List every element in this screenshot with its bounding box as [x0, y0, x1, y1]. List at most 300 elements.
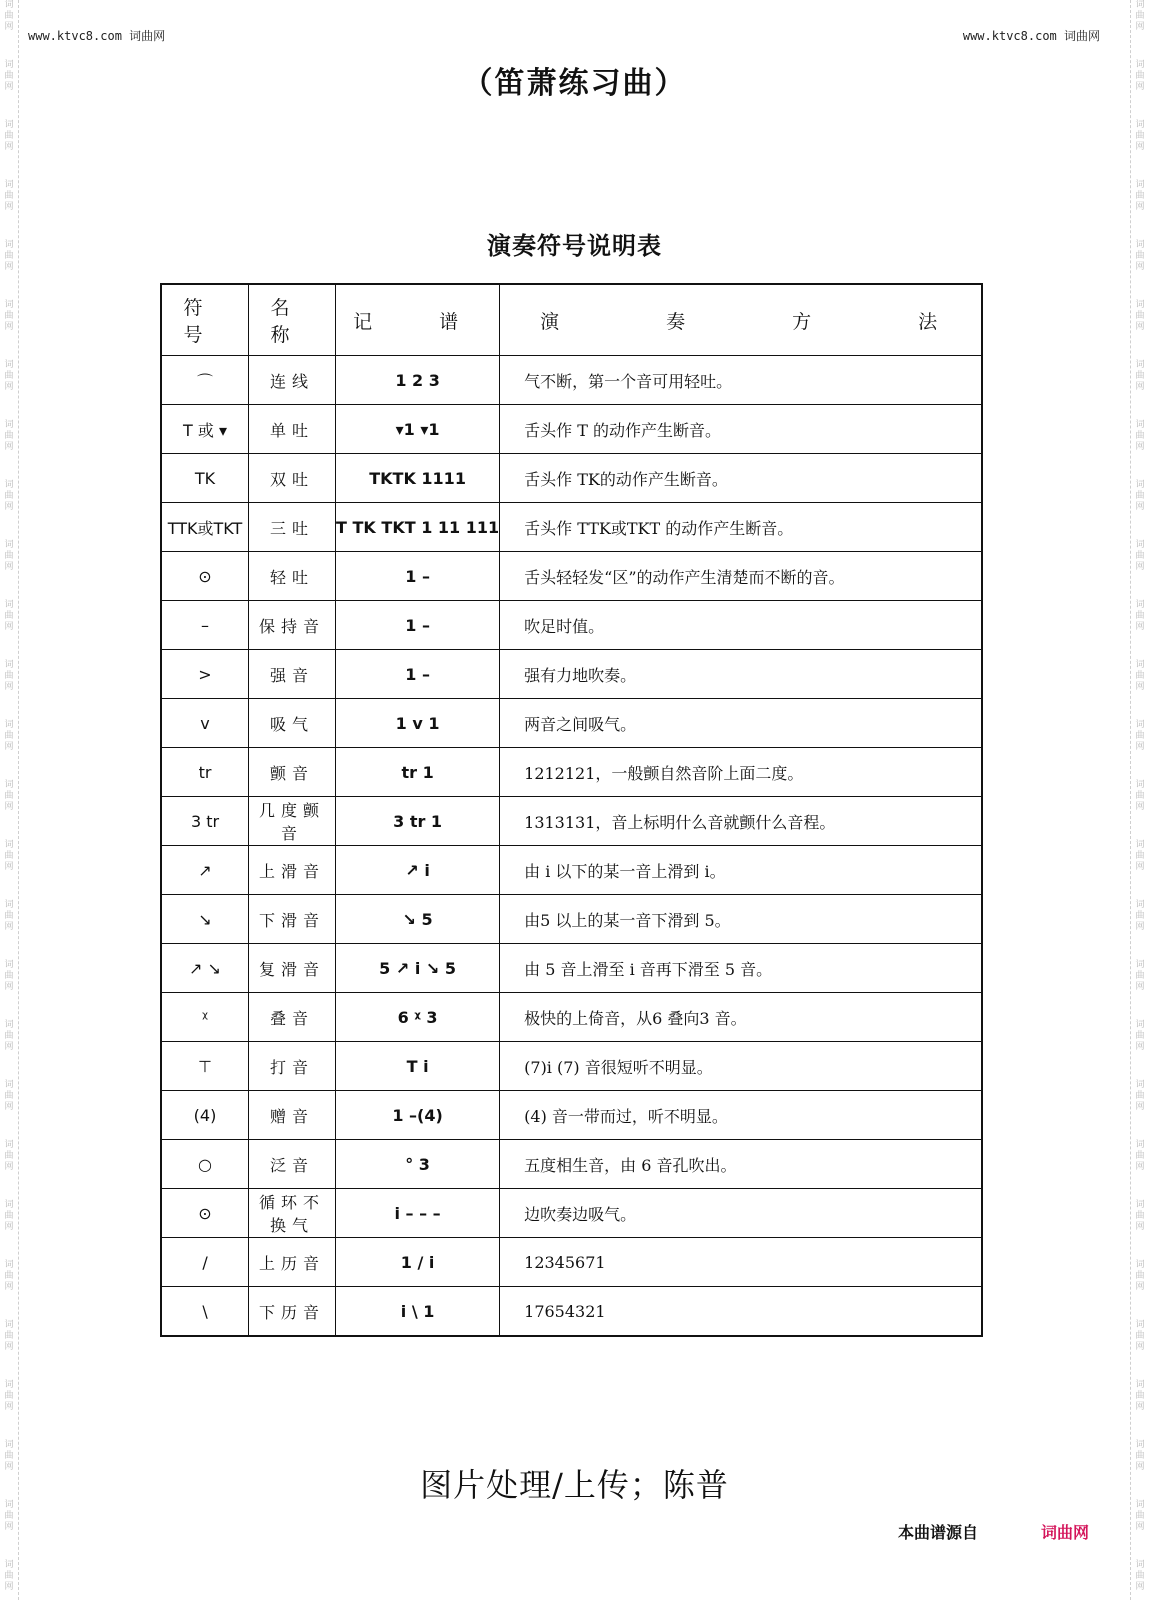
symbol-cell: > [161, 650, 249, 699]
watermark-char: 曲 [4, 671, 14, 681]
notation-cell: ↗ i [336, 846, 500, 895]
watermark-glyph-group [0, 1260, 18, 1320]
watermark-char: 网 [4, 1222, 14, 1232]
notation-cell: ↘ 5 [336, 895, 500, 944]
watermark-char: 词 [4, 480, 14, 490]
watermark-char: 曲 [1135, 11, 1145, 21]
watermark-char: 曲 [4, 311, 14, 321]
watermark-char: 网 [1135, 1042, 1145, 1052]
watermark-char: 曲 [4, 71, 14, 81]
watermark-glyph-group [0, 480, 18, 540]
watermark-glyph-group [0, 1560, 18, 1600]
watermark-char: 网 [4, 382, 14, 392]
watermark-glyph-group [1131, 540, 1149, 600]
watermark-char: 网 [4, 802, 14, 812]
watermark-char: 曲 [1135, 911, 1145, 921]
table-row [161, 454, 982, 503]
watermark-char: 词 [4, 540, 14, 550]
watermark-char: 词 [4, 240, 14, 250]
watermark-char: 网 [1135, 862, 1145, 872]
watermark-glyph-group [1131, 120, 1149, 180]
watermark-char: 词 [4, 300, 14, 310]
notation-cell: ° 3 [336, 1140, 500, 1189]
watermark-char: 曲 [4, 1511, 14, 1521]
watermark-char: 曲 [1135, 1151, 1145, 1161]
watermark-char: 曲 [4, 1151, 14, 1161]
table-row [161, 846, 982, 895]
watermark-char: 网 [1135, 382, 1145, 392]
watermark-char: 词 [4, 1320, 14, 1330]
notation-cell: 1 – [336, 552, 500, 601]
notation-cell: i \ 1 [336, 1287, 500, 1337]
watermark-glyph-group [1131, 0, 1149, 60]
method-cell: (4) 音一带而过，听不明显。 [500, 1091, 983, 1140]
watermark-char: 网 [1135, 82, 1145, 92]
watermark-char: 词 [1135, 240, 1145, 250]
table-header-row [161, 284, 982, 356]
symbol-cell: ⊙ [161, 552, 249, 601]
watermark-glyph-group [1131, 1140, 1149, 1200]
table-row [161, 1091, 982, 1140]
watermark-char: 网 [4, 1042, 14, 1052]
notation-cell: 3 tr 1 [336, 797, 500, 846]
watermark-char: 网 [4, 502, 14, 512]
watermark-char: 词 [4, 1500, 14, 1510]
watermark-glyph-group [1131, 1260, 1149, 1320]
watermark-char: 词 [1135, 720, 1145, 730]
watermark-char: 词 [1135, 1560, 1145, 1570]
symbol-cell: ⌒ [161, 356, 249, 405]
watermark-glyph-group [1131, 1500, 1149, 1560]
watermark-char: 网 [1135, 1222, 1145, 1232]
watermark-char: 词 [4, 120, 14, 130]
watermark-char: 词 [1135, 1200, 1145, 1210]
name-cell: 连线 [249, 356, 336, 405]
method-cell: 17654321 [500, 1287, 983, 1337]
table-row [161, 1140, 982, 1189]
watermark-glyph-group [0, 540, 18, 600]
table-row [161, 405, 982, 454]
symbol-cell: ↗ [161, 846, 249, 895]
watermark-glyph-group [0, 1080, 18, 1140]
table-row [161, 1287, 982, 1337]
header-name: 名 称 [249, 284, 336, 356]
symbol-cell: – [161, 601, 249, 650]
page-title: （笛萧练习曲） [462, 66, 687, 101]
watermark-char: 词 [4, 1140, 14, 1150]
table-row [161, 797, 982, 846]
watermark-char: 词 [1135, 1500, 1145, 1510]
watermark-char: 网 [1135, 1162, 1145, 1172]
watermark-char: 词 [1135, 540, 1145, 550]
symbol-cell: v [161, 699, 249, 748]
symbol-cell: (4) [161, 1091, 249, 1140]
symbol-cell: tr [161, 748, 249, 797]
notation-cell: 1 2 3 [336, 356, 500, 405]
name-cell: 轻吐 [249, 552, 336, 601]
watermark-char: 词 [4, 60, 14, 70]
watermark-char: 网 [1135, 1462, 1145, 1472]
table-row [161, 1238, 982, 1287]
watermark-char: 曲 [1135, 1211, 1145, 1221]
watermark-char: 网 [1135, 442, 1145, 452]
watermark-char: 曲 [4, 1391, 14, 1401]
watermark-char: 曲 [4, 851, 14, 861]
watermark-glyph-group [1131, 1560, 1149, 1600]
name-cell: 上历音 [249, 1238, 336, 1287]
notation-cell: T i [336, 1042, 500, 1091]
watermark-glyph-group [0, 660, 18, 720]
source-label: 本曲谱源自 [898, 1523, 979, 1542]
table-row [161, 650, 982, 699]
notation-cell: 1 –(4) [336, 1091, 500, 1140]
watermark-char: 网 [4, 622, 14, 632]
watermark-char: 曲 [4, 731, 14, 741]
method-cell: 舌头轻轻发“区”的动作产生清楚而不断的音。 [500, 552, 983, 601]
watermark-char: 词 [1135, 480, 1145, 490]
watermark-char: 词 [4, 1380, 14, 1390]
method-cell: (7)i (7) 音很短听不明显。 [500, 1042, 983, 1091]
watermark-char: 曲 [1135, 371, 1145, 381]
name-cell: 泛音 [249, 1140, 336, 1189]
table-row [161, 748, 982, 797]
name-cell: 双吐 [249, 454, 336, 503]
watermark-glyph-group [0, 780, 18, 840]
watermark-glyph-group [0, 360, 18, 420]
symbol-cell: ⊤ [161, 1042, 249, 1091]
watermark-char: 曲 [4, 11, 14, 21]
name-cell: 强音 [249, 650, 336, 699]
watermark-char: 词 [4, 1020, 14, 1030]
watermark-char: 网 [1135, 22, 1145, 32]
watermark-char: 网 [1135, 262, 1145, 272]
watermark-glyph-group [0, 960, 18, 1020]
name-cell: 循环不换气 [249, 1189, 336, 1238]
watermark-char: 网 [1135, 562, 1145, 572]
watermark-glyph-group [1131, 600, 1149, 660]
watermark-char: 网 [1135, 502, 1145, 512]
watermark-char: 曲 [1135, 131, 1145, 141]
watermark-char: 词 [1135, 1140, 1145, 1150]
watermark-char: 曲 [4, 491, 14, 501]
watermark-char: 网 [1135, 1522, 1145, 1532]
symbol-cell: ○ [161, 1140, 249, 1189]
watermark-char: 曲 [1135, 731, 1145, 741]
watermark-char: 词 [4, 720, 14, 730]
watermark-char: 网 [4, 1522, 14, 1532]
watermark-char: 网 [4, 1462, 14, 1472]
watermark-char: 网 [4, 682, 14, 692]
watermark-char: 曲 [1135, 1331, 1145, 1341]
watermark-char: 词 [4, 660, 14, 670]
watermark-char: 网 [4, 202, 14, 212]
watermark-char: 曲 [1135, 71, 1145, 81]
watermark-glyph-group [1131, 360, 1149, 420]
watermark-char: 词 [4, 1440, 14, 1450]
watermark-char: 词 [1135, 420, 1145, 430]
symbol-cell: ᵡ [161, 993, 249, 1042]
method-cell: 由 i 以下的某一音上滑到 i。 [500, 846, 983, 895]
watermark-char: 曲 [1135, 1031, 1145, 1041]
watermark-char: 网 [1135, 742, 1145, 752]
watermark-glyph-group [1131, 1380, 1149, 1440]
watermark-char: 词 [1135, 0, 1145, 10]
watermark-char: 词 [1135, 780, 1145, 790]
watermark-glyph-group [0, 1500, 18, 1560]
watermark-glyph-group [1131, 720, 1149, 780]
notation-cell: 1 – [336, 650, 500, 699]
name-cell: 保持音 [249, 601, 336, 650]
header-right-url: www.ktvc8.com 词曲网 [962, 29, 1100, 43]
watermark-char: 网 [1135, 622, 1145, 632]
watermark-char: 网 [1135, 1102, 1145, 1112]
watermark-char: 网 [1135, 1342, 1145, 1352]
watermark-glyph-group [1131, 660, 1149, 720]
watermark-char: 曲 [1135, 1451, 1145, 1461]
watermark-char: 网 [4, 1342, 14, 1352]
symbol-cell: 3 tr [161, 797, 249, 846]
watermark-char: 网 [1135, 802, 1145, 812]
watermark-glyph-group [1131, 1320, 1149, 1380]
watermark-char: 词 [4, 1200, 14, 1210]
method-cell: 由 5 音上滑至 i 音再下滑至 5 音。 [500, 944, 983, 993]
watermark-char: 曲 [4, 551, 14, 561]
watermark-glyph-group [0, 300, 18, 360]
watermark-char: 网 [4, 1402, 14, 1412]
table-row [161, 1042, 982, 1091]
watermark-glyph-group [0, 720, 18, 780]
watermark-char: 网 [4, 742, 14, 752]
table-row [161, 993, 982, 1042]
watermark-glyph-group [0, 420, 18, 480]
watermark-char: 网 [4, 262, 14, 272]
symbol-legend-table [160, 283, 983, 1337]
watermark-char: 曲 [4, 1571, 14, 1581]
watermark-char: 曲 [1135, 971, 1145, 981]
method-cell: 气不断，第一个音可用轻吐。 [500, 356, 983, 405]
watermark-char: 曲 [1135, 311, 1145, 321]
name-cell: 赠音 [249, 1091, 336, 1140]
watermark-glyph-group [0, 1200, 18, 1260]
symbol-cell: ↗ ↘ [161, 944, 249, 993]
method-cell: 极快的上倚音，从6 叠向3 音。 [500, 993, 983, 1042]
watermark-char: 曲 [1135, 671, 1145, 681]
watermark-char: 词 [4, 360, 14, 370]
table-row [161, 552, 982, 601]
watermark-glyph-group [0, 900, 18, 960]
watermark-glyph-group [0, 600, 18, 660]
watermark-char: 词 [1135, 180, 1145, 190]
header-symbol: 符 号 [161, 284, 249, 356]
watermark-char: 词 [4, 0, 14, 10]
watermark-char: 网 [4, 322, 14, 332]
watermark-char: 曲 [1135, 791, 1145, 801]
method-cell: 强有力地吹奏。 [500, 650, 983, 699]
header-method: 演 奏 方 法 [500, 284, 983, 356]
watermark-char: 曲 [1135, 851, 1145, 861]
watermark-char: 曲 [1135, 251, 1145, 261]
watermark-char: 曲 [1135, 551, 1145, 561]
watermark-glyph-group [0, 0, 18, 60]
watermark-char: 曲 [4, 1091, 14, 1101]
notation-cell: 1 v 1 [336, 699, 500, 748]
watermark-char: 曲 [4, 911, 14, 921]
watermark-char: 词 [1135, 120, 1145, 130]
table-title: 演奏符号说明表 [487, 231, 662, 260]
name-cell: 三吐 [249, 503, 336, 552]
watermark-char: 词 [4, 1080, 14, 1090]
symbol-cell: TK [161, 454, 249, 503]
watermark-glyph-group [1131, 300, 1149, 360]
watermark-char: 网 [4, 982, 14, 992]
notation-cell: tr 1 [336, 748, 500, 797]
method-cell: 舌头作 T 的动作产生断音。 [500, 405, 983, 454]
watermark-char: 词 [4, 180, 14, 190]
watermark-char: 网 [1135, 922, 1145, 932]
notation-cell: 1 – [336, 601, 500, 650]
upload-credit: 图片处理/上传；陈普 [420, 1466, 729, 1504]
watermark-char: 词 [1135, 900, 1145, 910]
watermark-char: 曲 [1135, 1391, 1145, 1401]
watermark-char: 曲 [4, 371, 14, 381]
name-cell: 下滑音 [249, 895, 336, 944]
watermark-char: 曲 [1135, 611, 1145, 621]
watermark-char: 曲 [1135, 1091, 1145, 1101]
method-cell: 边吹奏边吸气。 [500, 1189, 983, 1238]
watermark-char: 网 [1135, 1582, 1145, 1592]
watermark-char: 曲 [4, 1271, 14, 1281]
watermark-glyph-group [0, 1320, 18, 1380]
watermark-char: 词 [1135, 660, 1145, 670]
watermark-char: 网 [1135, 682, 1145, 692]
method-cell: 两音之间吸气。 [500, 699, 983, 748]
table-row [161, 895, 982, 944]
watermark-char: 曲 [4, 1211, 14, 1221]
name-cell: 打音 [249, 1042, 336, 1091]
watermark-char: 词 [1135, 360, 1145, 370]
watermark-glyph-group [0, 840, 18, 900]
watermark-char: 曲 [4, 1031, 14, 1041]
watermark-char: 词 [4, 420, 14, 430]
watermark-glyph-group [1131, 960, 1149, 1020]
watermark-glyph-group [0, 1380, 18, 1440]
name-cell: 吸气 [249, 699, 336, 748]
header-left-url: www.ktvc8.com 词曲网 [28, 29, 166, 43]
watermark-char: 词 [1135, 1080, 1145, 1090]
method-cell: 舌头作 TK的动作产生断音。 [500, 454, 983, 503]
watermark-glyph-group [1131, 480, 1149, 540]
watermark-char: 网 [4, 442, 14, 452]
watermark-char: 曲 [1135, 431, 1145, 441]
watermark-char: 曲 [4, 251, 14, 261]
symbol-cell: TTK或TKT [161, 503, 249, 552]
watermark-char: 词 [1135, 300, 1145, 310]
name-cell: 单吐 [249, 405, 336, 454]
method-cell: 1212121，一般颤自然音阶上面二度。 [500, 748, 983, 797]
symbol-cell: ↘ [161, 895, 249, 944]
watermark-char: 网 [4, 562, 14, 572]
watermark-char: 词 [4, 840, 14, 850]
watermark-char: 词 [1135, 1320, 1145, 1330]
method-cell: 由5 以上的某一音下滑到 5。 [500, 895, 983, 944]
table-row [161, 601, 982, 650]
method-cell: 五度相生音，由 6 音孔吹出。 [500, 1140, 983, 1189]
name-cell: 上滑音 [249, 846, 336, 895]
table-body [161, 356, 982, 1337]
notation-cell: 6 ᵡ 3 [336, 993, 500, 1042]
watermark-char: 网 [4, 922, 14, 932]
watermark-char: 网 [4, 1102, 14, 1112]
symbol-cell: ⊙ [161, 1189, 249, 1238]
watermark-char: 曲 [1135, 191, 1145, 201]
watermark-char: 曲 [4, 1331, 14, 1341]
table-row [161, 699, 982, 748]
notation-cell: TKTK 1111 [336, 454, 500, 503]
watermark-char: 词 [4, 780, 14, 790]
watermark-char: 网 [4, 1282, 14, 1292]
method-cell: 舌头作 TTK或TKT 的动作产生断音。 [500, 503, 983, 552]
watermark-glyph-group [1131, 420, 1149, 480]
watermark-char: 网 [1135, 202, 1145, 212]
watermark-char: 曲 [4, 611, 14, 621]
watermark-char: 曲 [4, 1451, 14, 1461]
symbol-cell: T 或 ▾ [161, 405, 249, 454]
watermark-char: 词 [1135, 1380, 1145, 1390]
watermark-char: 曲 [1135, 491, 1145, 501]
notation-cell: 5 ↗ i ↘ 5 [336, 944, 500, 993]
watermark-char: 网 [1135, 1402, 1145, 1412]
watermark-char: 曲 [1135, 1271, 1145, 1281]
watermark-char: 网 [1135, 982, 1145, 992]
watermark-char: 词 [1135, 1020, 1145, 1030]
method-cell: 吹足时值。 [500, 601, 983, 650]
watermark-char: 曲 [1135, 1571, 1145, 1581]
watermark-glyph-group [0, 1020, 18, 1080]
watermark-glyph-group [1131, 780, 1149, 840]
watermark-glyph-group [1131, 1200, 1149, 1260]
name-cell: 复滑音 [249, 944, 336, 993]
table-row [161, 1189, 982, 1238]
notation-cell: 1 / i [336, 1238, 500, 1287]
table-row [161, 503, 982, 552]
watermark-char: 曲 [4, 191, 14, 201]
watermark-char: 网 [1135, 1282, 1145, 1292]
watermark-glyph-group [0, 1140, 18, 1200]
watermark-char: 词 [1135, 600, 1145, 610]
watermark-char: 词 [4, 960, 14, 970]
watermark-char: 网 [1135, 322, 1145, 332]
notation-cell: T TK TKT 1 11 111 [336, 503, 500, 552]
watermark-char: 词 [4, 1560, 14, 1570]
name-cell: 叠音 [249, 993, 336, 1042]
watermark-char: 曲 [4, 431, 14, 441]
watermark-glyph-group [1131, 1020, 1149, 1080]
watermark-char: 网 [4, 142, 14, 152]
watermark-char: 词 [1135, 1440, 1145, 1450]
watermark-char: 词 [1135, 840, 1145, 850]
header-notation: 记 谱 [336, 284, 500, 356]
watermark-char: 词 [1135, 60, 1145, 70]
watermark-glyph-group [1131, 840, 1149, 900]
watermark-char: 曲 [4, 971, 14, 981]
method-cell: 12345671 [500, 1238, 983, 1287]
watermark-char: 网 [4, 1162, 14, 1172]
watermark-char: 网 [4, 22, 14, 32]
name-cell: 下历音 [249, 1287, 336, 1337]
watermark-char: 词 [4, 900, 14, 910]
table-row [161, 356, 982, 405]
watermark-glyph-group [0, 120, 18, 180]
